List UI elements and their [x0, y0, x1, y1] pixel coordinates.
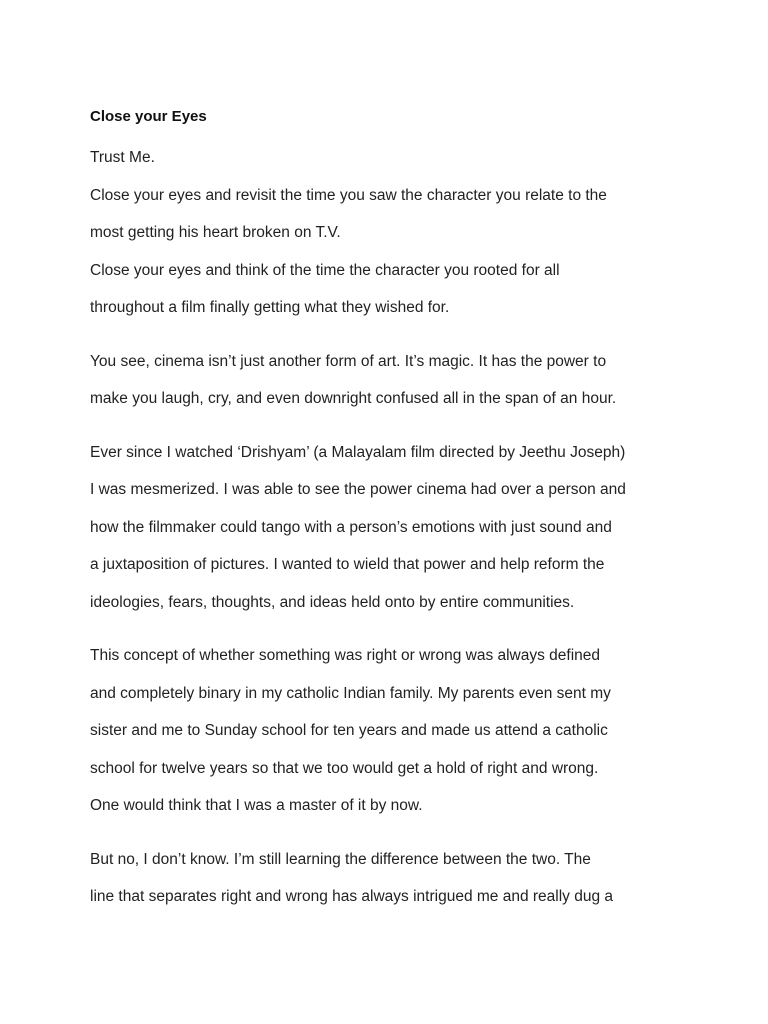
paragraph — [90, 434, 690, 622]
text-line: and completely binary in my catholic Indian family. My parents even sent my — [90, 684, 611, 702]
text-line: throughout a film finally getting what they wished for. — [90, 299, 450, 316]
paragraph — [90, 343, 690, 418]
text-line: I was mesmerized. I was able to see the power cinema had over a person and — [90, 481, 626, 498]
text-line: how the filmmaker could tango with a person’s emotions with just sound and — [90, 518, 612, 536]
paragraph — [90, 637, 690, 825]
text-line: make you laugh, cry, and even downright confused all in the span of an hour. — [90, 390, 617, 407]
text-line: This concept of whether something was right or wrong was always defined — [90, 647, 601, 664]
text-line: a juxtaposition of pictures. I wanted to wield that power and help reform the — [90, 556, 605, 573]
paragraph — [90, 139, 690, 327]
text-line: Ever since I watched ‘Drishyam’ (a Malayalam film directed by Jeethu Joseph) — [90, 443, 626, 461]
text-line: school for twelve years so that we too would get a hold of right and wrong. — [90, 759, 599, 777]
text-line: most getting his heart broken on T.V. — [90, 224, 341, 241]
text-line: Close your eyes and revisit the time you saw the character you relate to the — [90, 186, 607, 204]
document-page — [90, 105, 690, 916]
text-line: line that separates right and wrong has always intrigued me and really dug a — [90, 888, 614, 905]
text-line: sister and me to Sunday school for ten years and made us attend a catholic — [90, 722, 608, 739]
paragraph — [90, 841, 690, 916]
text-line: You see, cinema isn’t just another form of art. It’s magic. It has the power to — [90, 352, 607, 370]
text-line: Close your eyes and think of the time the character you rooted for all — [90, 261, 560, 279]
text-line: ideologies, fears, thoughts, and ideas held onto by entire communities. — [90, 593, 575, 611]
text-line: But no, I don’t know. I’m still learning the difference between the two. The — [90, 850, 591, 868]
text-line: One would think that I was a master of it by now. — [90, 797, 423, 814]
text-line: Trust Me. — [90, 149, 155, 166]
document-title: Close your Eyes — [90, 108, 207, 125]
